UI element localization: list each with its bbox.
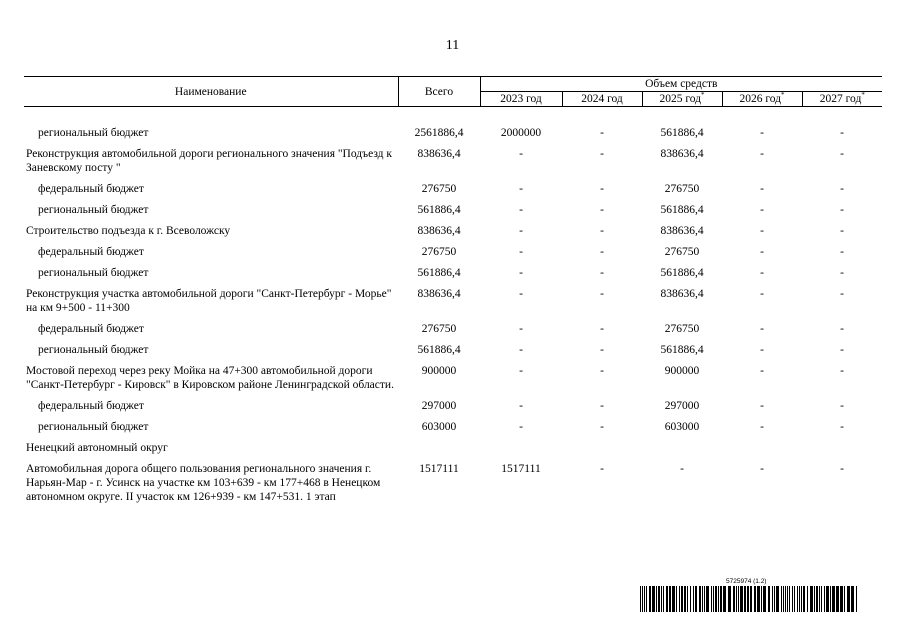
row-y2024: - xyxy=(600,344,604,356)
row-name: региональный бюджет xyxy=(38,267,149,279)
row-total: 276750 xyxy=(421,323,457,335)
header-year-label: 2026 год xyxy=(739,93,782,105)
header-volume: Объем средств xyxy=(480,77,882,92)
row-y2027: - xyxy=(840,267,844,279)
row-name: Мостовой переход через реку Мойка на 47+300 автомобильной дороги "Санкт-Петербург - Кировск" в Кировском районе Ленинградской области. xyxy=(26,365,394,391)
row-y2025: 276750 xyxy=(664,183,700,195)
header-year-label: 2024 год xyxy=(581,93,623,105)
row-y2023: - xyxy=(519,344,523,356)
table-row xyxy=(24,459,882,508)
row-total: 276750 xyxy=(421,246,457,258)
row-y2027: - xyxy=(840,204,844,216)
table-body xyxy=(24,107,882,509)
row-y2027: - xyxy=(840,421,844,433)
row-y2023: - xyxy=(519,267,523,279)
row-y2026: - xyxy=(760,246,764,258)
row-y2027: - xyxy=(840,400,844,412)
row-total: 2561886,4 xyxy=(414,127,464,139)
table-row xyxy=(24,200,882,221)
row-y2025: 297000 xyxy=(664,400,700,412)
row-y2026: - xyxy=(760,365,764,377)
table-row xyxy=(24,144,882,179)
row-y2026: - xyxy=(760,225,764,237)
table-row xyxy=(24,340,882,361)
row-total: 900000 xyxy=(421,365,457,377)
barcode-block xyxy=(640,578,858,614)
table-row xyxy=(24,438,882,459)
header-year-label: 2023 год xyxy=(500,93,542,105)
row-y2024: - xyxy=(600,204,604,216)
table-row xyxy=(24,179,882,200)
row-y2026: - xyxy=(760,463,764,475)
row-y2026: - xyxy=(760,183,764,195)
row-name: региональный бюджет xyxy=(38,204,149,216)
row-name: федеральный бюджет xyxy=(38,400,144,412)
table-row xyxy=(24,396,882,417)
barcode-image xyxy=(640,586,858,612)
row-y2027: - xyxy=(840,344,844,356)
row-y2023: - xyxy=(519,288,523,300)
table-row xyxy=(24,417,882,438)
row-y2026: - xyxy=(760,204,764,216)
row-y2023: 2000000 xyxy=(500,127,542,139)
row-y2027: - xyxy=(840,127,844,139)
table-row xyxy=(24,361,882,396)
row-y2027: - xyxy=(840,365,844,377)
row-y2025: 838636,4 xyxy=(660,288,704,300)
row-y2024: - xyxy=(600,127,604,139)
row-total: 561886,4 xyxy=(417,267,461,279)
header-year-2023 xyxy=(480,92,562,107)
row-total: 603000 xyxy=(421,421,457,433)
row-y2024: - xyxy=(600,323,604,335)
row-y2024: - xyxy=(600,421,604,433)
row-total: 276750 xyxy=(421,183,457,195)
row-y2025 xyxy=(642,438,722,459)
row-y2023: - xyxy=(519,365,523,377)
row-y2027: - xyxy=(840,148,844,160)
row-y2027: - xyxy=(840,288,844,300)
row-name: Реконструкция участка автомобильной дороги "Санкт-Петербург - Морье" на км 9+500 - 11+300 xyxy=(26,288,392,314)
table-row xyxy=(24,242,882,263)
row-y2026: - xyxy=(760,344,764,356)
row-y2025: 900000 xyxy=(664,365,700,377)
row-y2027: - xyxy=(840,183,844,195)
row-total: 1517111 xyxy=(419,463,459,475)
row-total: 561886,4 xyxy=(417,204,461,216)
row-y2023: - xyxy=(519,323,523,335)
table-header xyxy=(24,77,882,107)
row-y2025: - xyxy=(680,463,684,475)
row-y2023: - xyxy=(519,148,523,160)
row-total xyxy=(398,438,480,459)
row-name: региональный бюджет xyxy=(38,421,149,433)
header-total: Всего xyxy=(398,77,480,107)
row-total: 297000 xyxy=(421,400,457,412)
row-y2024: - xyxy=(600,183,604,195)
row-y2025: 561886,4 xyxy=(660,267,704,279)
header-year-label: 2025 год xyxy=(659,93,702,105)
row-y2026: - xyxy=(760,421,764,433)
row-total: 838636,4 xyxy=(417,288,461,300)
year-footnote-mark: * xyxy=(861,91,865,99)
row-total: 838636,4 xyxy=(417,148,461,160)
header-name: Наименование xyxy=(24,77,398,107)
table-row xyxy=(24,123,882,144)
row-y2027 xyxy=(802,438,882,459)
row-y2027: - xyxy=(840,463,844,475)
barcode-code: 5725974 (1.2) xyxy=(726,578,767,585)
row-y2027: - xyxy=(840,323,844,335)
year-footnote-mark: * xyxy=(781,91,785,99)
row-y2024: - xyxy=(600,365,604,377)
row-y2024: - xyxy=(600,267,604,279)
header-year-2026 xyxy=(722,92,802,107)
row-y2026: - xyxy=(760,148,764,160)
row-name: Реконструкция автомобильной дороги регионального значения "Подъезд к Заневскому посту " xyxy=(26,148,392,174)
row-name: региональный бюджет xyxy=(38,127,149,139)
row-y2026: - xyxy=(760,400,764,412)
row-name: Строительство подъезда к г. Всеволожску xyxy=(26,225,231,237)
row-y2024: - xyxy=(600,463,604,475)
row-y2023: 1517111 xyxy=(501,463,541,475)
row-name: Автомобильная дорога общего пользования регионального значения г. Нарьян-Мар - г. Усинск на участке км 103+639 - км 177+468 в Ненецком автономном округе. II участок км 126+939 - км 147+531. 1 этап xyxy=(26,463,381,503)
row-y2023: - xyxy=(519,183,523,195)
row-y2024 xyxy=(562,438,642,459)
row-y2025: 561886,4 xyxy=(660,204,704,216)
budget-table-container xyxy=(24,76,882,508)
row-y2027: - xyxy=(840,246,844,258)
row-y2026 xyxy=(722,438,802,459)
row-total: 838636,4 xyxy=(417,225,461,237)
row-name: федеральный бюджет xyxy=(38,183,144,195)
year-footnote-mark: * xyxy=(701,91,705,99)
row-y2023 xyxy=(480,438,562,459)
row-y2026: - xyxy=(760,267,764,279)
table-row xyxy=(24,284,882,319)
table-row xyxy=(24,319,882,340)
row-y2023: - xyxy=(519,400,523,412)
row-y2025: 276750 xyxy=(664,246,700,258)
row-y2024: - xyxy=(600,400,604,412)
row-name: Ненецкий автономный округ xyxy=(26,442,168,454)
page-number: 11 xyxy=(445,38,460,53)
table-row xyxy=(24,263,882,284)
header-year-2025 xyxy=(642,92,722,107)
row-name: региональный бюджет xyxy=(38,344,149,356)
row-y2025: 838636,4 xyxy=(660,148,704,160)
table-row xyxy=(24,221,882,242)
row-y2024: - xyxy=(600,288,604,300)
row-y2023: - xyxy=(519,246,523,258)
row-y2025: 603000 xyxy=(664,421,700,433)
row-total: 561886,4 xyxy=(417,344,461,356)
header-year-2024 xyxy=(562,92,642,107)
row-y2024: - xyxy=(600,148,604,160)
header-spacer xyxy=(24,107,882,124)
row-y2026: - xyxy=(760,127,764,139)
row-y2025: 561886,4 xyxy=(660,127,704,139)
header-year-2027 xyxy=(802,92,882,107)
row-y2027: - xyxy=(840,225,844,237)
header-year-label: 2027 год xyxy=(819,93,862,105)
budget-table xyxy=(24,76,882,508)
row-name: федеральный бюджет xyxy=(38,246,144,258)
row-y2023: - xyxy=(519,225,523,237)
row-y2023: - xyxy=(519,421,523,433)
row-name: федеральный бюджет xyxy=(38,323,144,335)
row-y2025: 276750 xyxy=(664,323,700,335)
row-y2024: - xyxy=(600,246,604,258)
row-y2025: 561886,4 xyxy=(660,344,704,356)
row-y2026: - xyxy=(760,323,764,335)
row-y2024: - xyxy=(600,225,604,237)
row-y2025: 838636,4 xyxy=(660,225,704,237)
row-y2023: - xyxy=(519,204,523,216)
row-y2026: - xyxy=(760,288,764,300)
